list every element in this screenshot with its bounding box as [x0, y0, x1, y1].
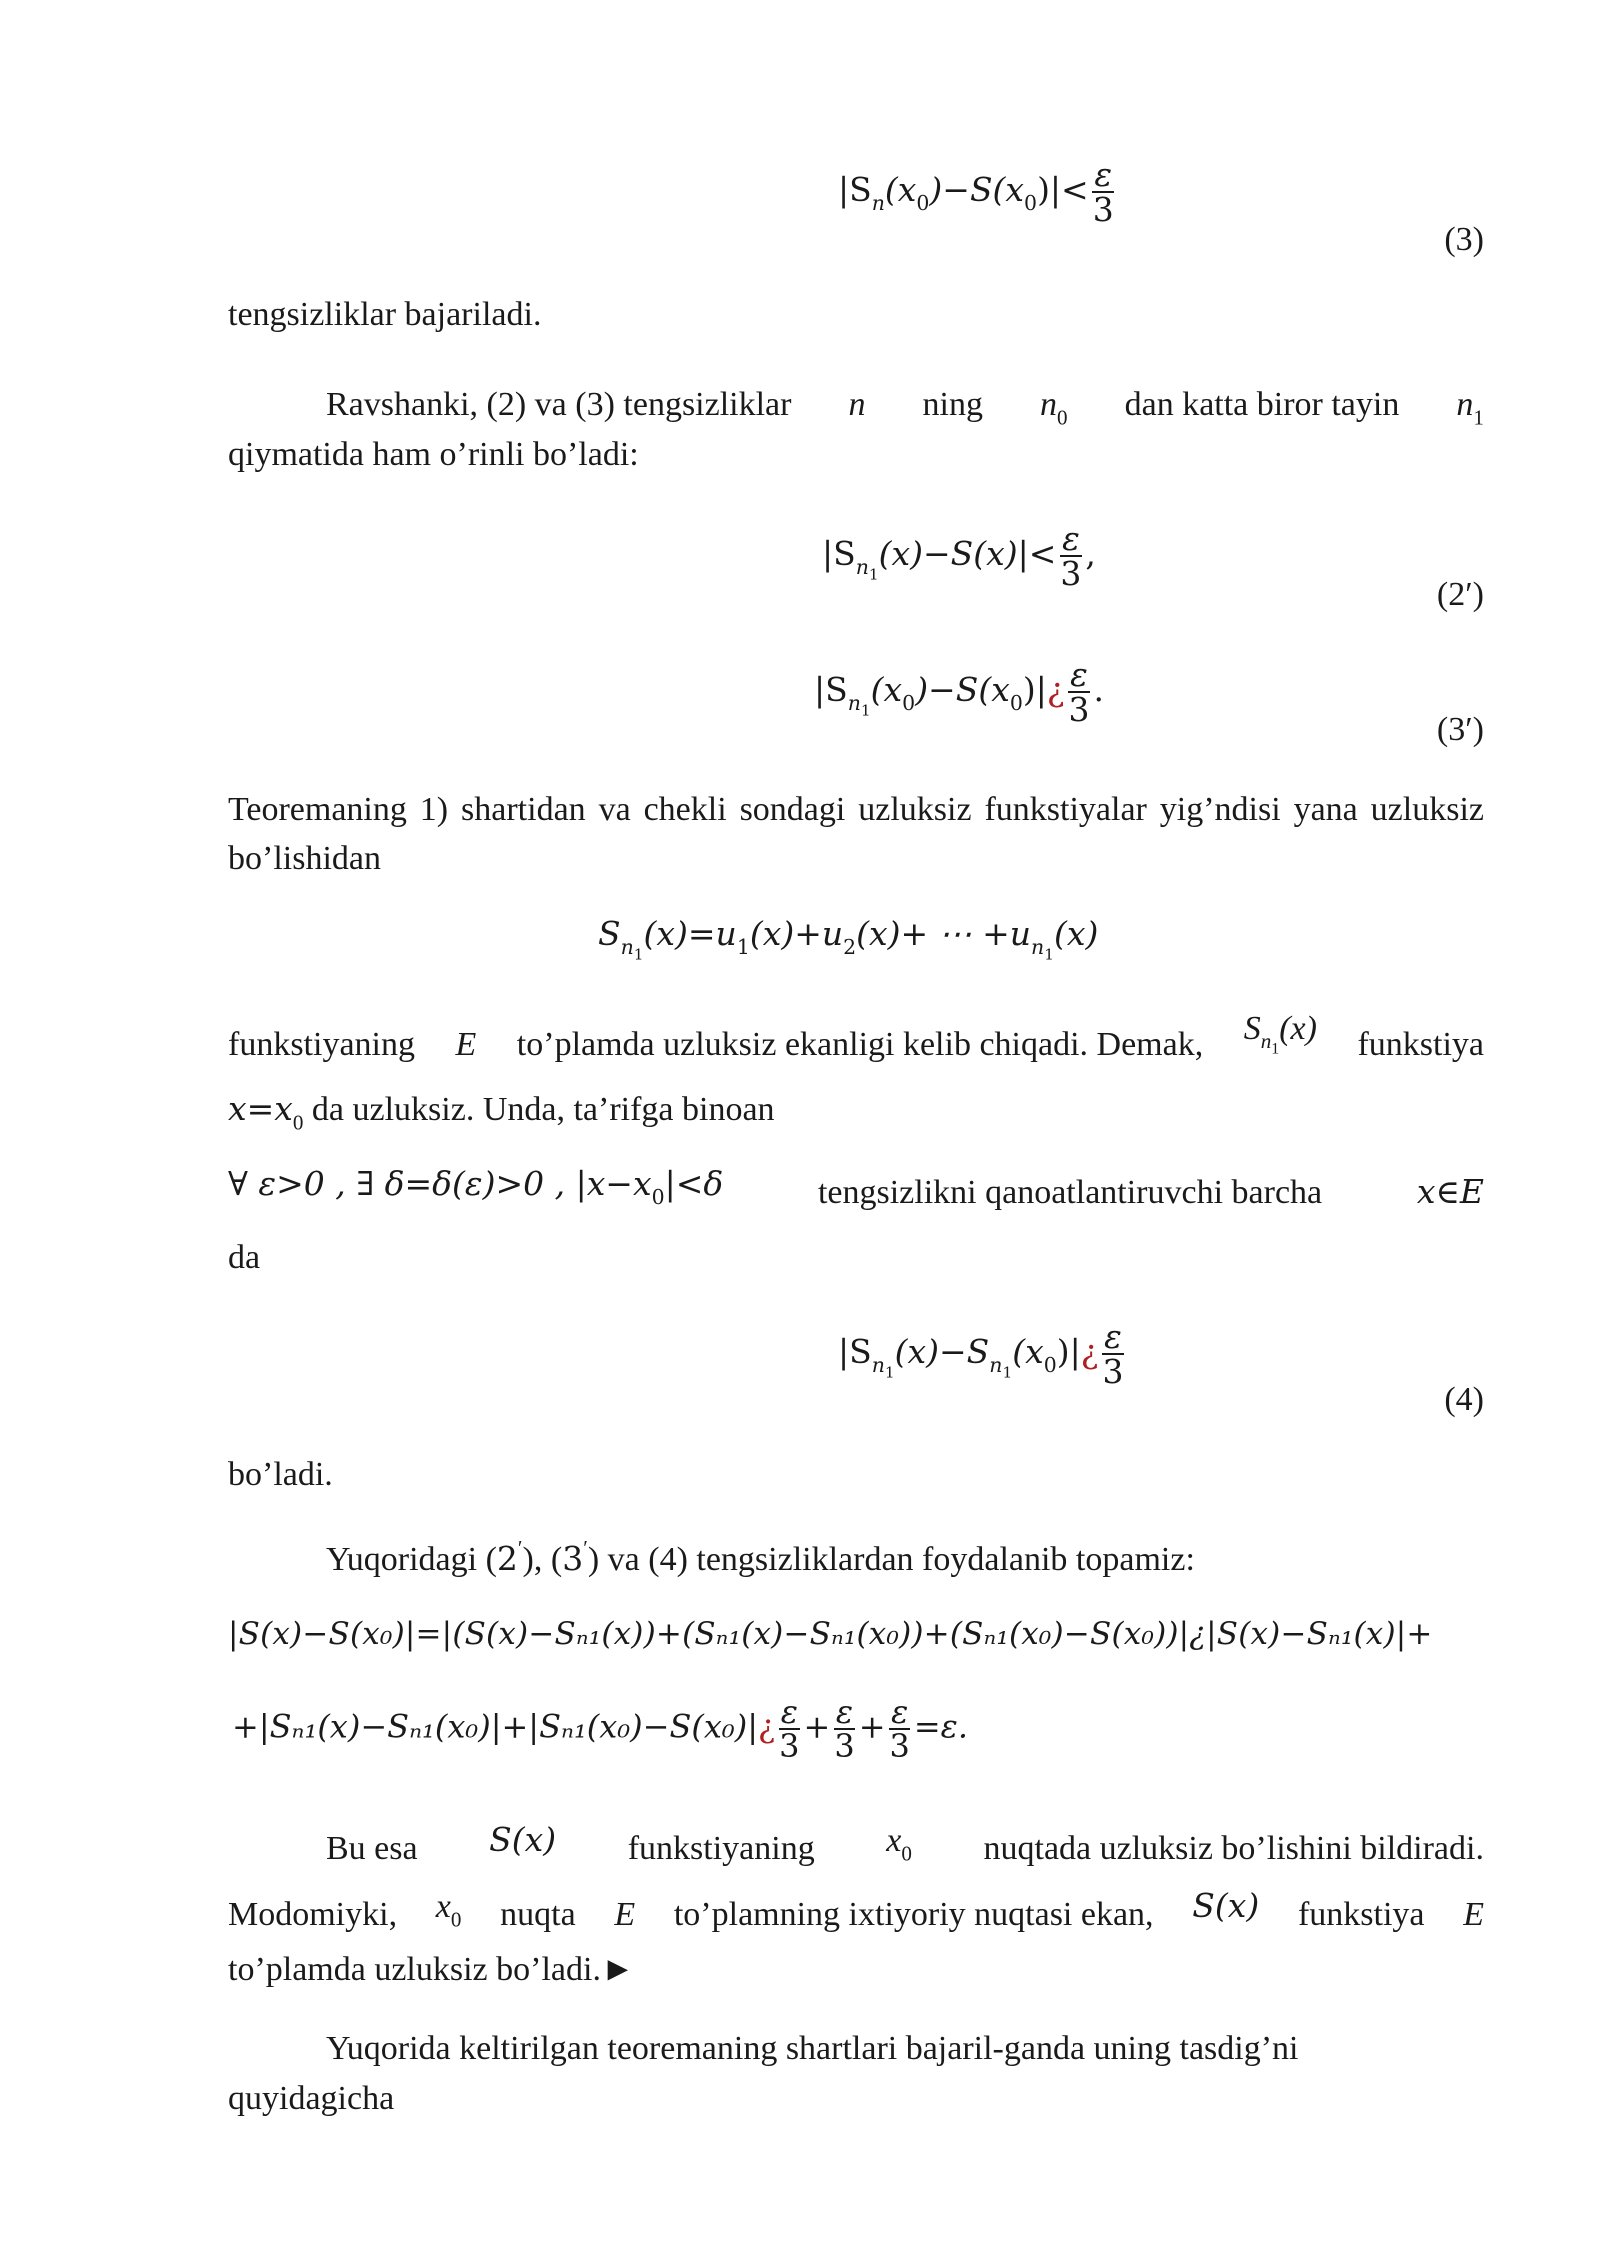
- paragraph-4-line-2: $x=x_0$ da uzluksiz. Unda, ta’rifga binoan: [228, 1089, 775, 1135]
- equation-3-prime: $|S_{n_1}(x_0)-S(x_0)|¿$ $\frac{\varepsilon}{3}$ .: [814, 655, 1105, 729]
- paragraph-8-line-2: Modomiyki, $x_0$ nuqta E to’plamning ixtiyoriy nuqtasi ekan, S(x) funkstiya E: [228, 1886, 1484, 1933]
- equation-4: $|S_{n_1}(x)-S_{n_1}(x_0)|¿$ $\frac{\varepsilon}{3}$: [838, 1317, 1124, 1391]
- equation-4-number: (4): [1444, 1381, 1484, 1418]
- end-of-proof-icon: ►: [600, 1951, 635, 1988]
- equation-3: $|S_n(x_0)-S(x_0)|<$ $\frac{\varepsilon}{3}$: [838, 155, 1114, 229]
- paragraph-1: tengsizliklar bajariladi.: [228, 296, 542, 333]
- equation-3-prime-number: (3′): [1436, 711, 1484, 748]
- paragraph-9-line-2: quyidagicha: [228, 2080, 395, 2117]
- paragraph-3: Teoremaning 1) shartidan va chekli sondagi uzluksiz funkstiyalar yig’ndisi yana uzluksiz bo’lishidan: [228, 791, 1484, 878]
- equation-sum: $S_{n_1}(x)=u_1(x)+u_2(x)+$ ⋯ $+u_{n_1}(x)$: [598, 914, 1099, 964]
- paragraph-8-line-3: to’plamda uzluksiz bo’ladi.►: [228, 1951, 635, 1988]
- paragraph-4-line-1: funkstiyaning E to’plamda uzluksiz ekanligi kelib chiqadi. Demak, $S_{n_1}(x)$ funkstiya: [228, 1010, 1484, 1063]
- paragraph-5-line-1: ∀ ε>0 , ∃ δ=δ(ε)>0 , $|x-x_0|<\delta$ tengsizlikni qanoatlantiruvchi barcha x∈E: [228, 1164, 1484, 1211]
- equation-2-prime: $|S_{n_1}(x)-S(x)|<$ $\frac{\varepsilon}{3}$ ,: [822, 519, 1096, 593]
- equation-chain-line-1: |S(x)−S(x₀)|=|(S(x)−Sₙ₁(x))+(Sₙ₁(x)−Sₙ₁(x₀))+(Sₙ₁(x₀)−S(x₀))|¿|S(x)−Sₙ₁(x)|+: [228, 1616, 1433, 1652]
- paragraph-2-line-2: qiymatida ham o’rinli bo’ladi:: [228, 436, 639, 473]
- paragraph-2-line-1: Ravshanki, (2) va (3) tengsizliklar n ning $n_0$ dan katta biror tayin $n_1$: [326, 386, 1484, 430]
- paragraph-6: bo’ladi.: [228, 1456, 333, 1493]
- paragraph-7: Yuqoridagi (2′), (3′) va (4) tengsizliklardan foydalanib topamiz:: [326, 1536, 1195, 1578]
- equation-3-number: (3): [1444, 221, 1484, 258]
- paragraph-5-line-2: da: [228, 1239, 261, 1276]
- equation-chain-line-2: +|Sₙ₁(x)−Sₙ₁(x₀)|+|Sₙ₁(x₀)−S(x₀)|¿ $\frac{\varepsilon}{3}$ + $\frac{\varepsilon}{3}$ + $\frac{\varepsilon}{3}$ =ε.: [232, 1693, 969, 1765]
- paragraph-9-line-1: Yuqorida keltirilgan teoremaning shartlari bajaril-ganda uning tasdig’ni: [326, 2030, 1299, 2067]
- paragraph-8-line-1: Bu esa S(x) funkstiyaning $x_0$ nuqtada uzluksiz bo’lishini bildiradi.: [326, 1820, 1484, 1867]
- equation-2-prime-number: (2′): [1436, 576, 1484, 613]
